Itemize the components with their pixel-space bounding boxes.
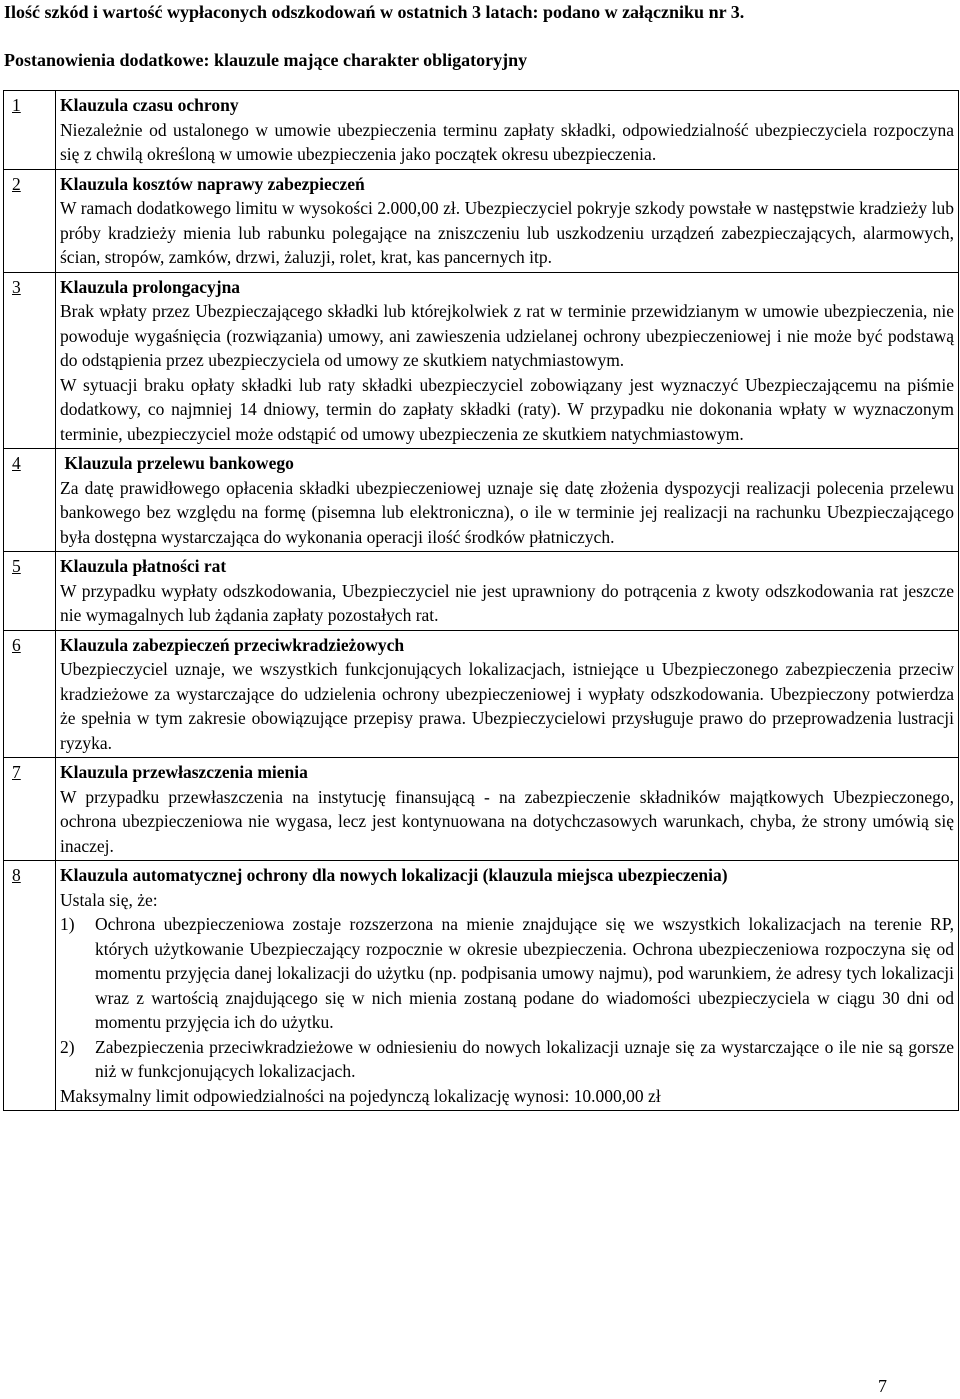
- clause-intro: Ustala się, że:: [60, 889, 158, 910]
- list-item-marker: 2): [60, 1036, 75, 1057]
- clause-title: Klauzula prolongacyjna: [60, 276, 241, 297]
- list-item: [60, 1035, 954, 1084]
- list-item-marker: 1): [60, 914, 75, 934]
- clause-title: Klauzula automatycznej ochrony dla nowych lokalizacji (klauzula miejsca ubezpieczenia): [60, 865, 728, 885]
- clause-row-7: [4, 758, 959, 861]
- clause-body: [56, 91, 959, 170]
- clause-paragraph: W ramach dodatkowego limitu w wysokości 2.000,00 zł. Ubezpieczyciel pokryje szkody powstałe w następstwie kradzieży lub próby kradzieży mienia lub rabunku polegające na zniszczeniu lub uszkodzeniu urządzeń zabezpieczających, alarmowych, ścian, stropów, zamków, drzwi, żaluzji, rolet, krat, kas pancernych itp.: [60, 198, 954, 267]
- claims-summary-line: Ilość szkód i wartość wypłaconych odszkodowań w ostatnich 3 latach: podano w załączniku nr 3.: [4, 2, 745, 22]
- clause-body: [56, 552, 959, 631]
- clause-number: 1: [4, 91, 56, 170]
- clause-footer: Maksymalny limit odpowiedzialności na pojedynczą lokalizację wynosi: 10.000,00 zł: [60, 1085, 661, 1106]
- page-number: 7: [878, 1376, 887, 1396]
- clause-row-8: [4, 861, 959, 1111]
- clause-body: [56, 861, 959, 1111]
- clause-title: Klauzula płatności rat: [60, 556, 227, 576]
- clause-body: [56, 449, 959, 552]
- clause-paragraph: Niezależnie od ustalonego w umowie ubezpieczenia terminu zapłaty składki, odpowiedzialność ubezpieczyciela rozpoczyna się z chwilą określoną w umowie ubezpieczenia jako początek okresu ubezpieczenia.: [60, 119, 954, 164]
- clause-title: Klauzula kosztów naprawy zabezpieczeń: [60, 173, 365, 194]
- additional-provisions-heading: Postanowienia dodatkowe: klauzule mające charakter obligatoryjny: [4, 50, 528, 70]
- clause-number: 8: [4, 861, 56, 1111]
- clause-item-list: [60, 912, 954, 1084]
- clause-row-2: [4, 169, 959, 272]
- clause-body: [56, 758, 959, 861]
- clause-number: 7: [4, 758, 56, 861]
- list-item-text: Ochrona ubezpieczeniowa zostaje rozszerzona na mienie znajdujące się we wszystkich lokalizacjach na terenie RP, których użytkowanie Ubezpieczający rozpocznie w okresie ubezpieczenia. Ochrona ubezpieczeniowa rozpoczyna się od momentu przyjęcia danej lokalizacji do użytku (np. podpisania umowy najmu), pod warunkiem, że adresy tych lokalizacji wraz z wartością znajdującego się w nich mienia zostaną podane do wiadomości ubezpieczyciela w ciągu 30 dni od momentu przyjęcia ich do użytku.: [95, 914, 954, 1032]
- clause-row-1: [4, 91, 959, 170]
- clause-paragraph: Za datę prawidłowego opłacenia składki ubezpieczeniowej uznaje się datę złożenia dyspozycji realizacji polecenia przelewu bankowego bez względu na formę (pisemna lub elektroniczna), o ile w terminie jej realizacji na rachunku Ubezpieczającego była dostępna wystarczająca do wykonania operacji ilość środków płatniczych.: [60, 477, 954, 547]
- clause-title: Klauzula przewłaszczenia mienia: [60, 762, 308, 782]
- clause-number: 4: [4, 449, 56, 552]
- list-item-text: Zabezpieczenia przeciwkradzieżowe w odniesieniu do nowych lokalizacji uznaje się za wystarczające o ile nie są gorsze niż w funkcjonujących lokalizacjach.: [95, 1036, 954, 1081]
- clause-body: [56, 272, 959, 449]
- clause-title: Klauzula czasu ochrony: [60, 95, 239, 115]
- clause-paragraph: W przypadku przewłaszczenia na instytucję finansującą - na zabezpieczenie składników majątkowych Ubezpieczonego, ochrona ubezpieczeniowa nie wygasa, lecz jest kontynuowana na dotychczasowych warunkach, chyba, że strony umówią się inaczej.: [60, 786, 954, 856]
- list-item: [60, 912, 954, 1035]
- clause-row-5: [4, 552, 959, 631]
- clause-body: [56, 169, 959, 272]
- clause-row-3: [4, 272, 959, 449]
- clause-paragraph: W sytuacji braku opłaty składki lub raty składki ubezpieczyciel zobowiązany jest wyznaczyć Ubezpieczającemu na piśmie dodatkowy, co najmniej 14 dniowy, termin do zapłaty składki (raty). W przypadku nie dokonania wpłaty w wyznaczonym terminie, ubezpieczyciel może odstąpić od umowy ubezpieczenia ze skutkiem natychmiastowym.: [60, 374, 954, 444]
- clause-number: 6: [4, 630, 56, 758]
- clause-paragraph: Ubezpieczyciel uznaje, we wszystkich funkcjonujących lokalizacjach, istniejące u Ubezpieczonego zabezpieczenia przeciw kradzieżowe za wystarczające do udzielenia ochrony ubezpieczeniowej i wypłaty odszkodowania. Ubezpieczony potwierdza że spełnia w tym zakresie obowiązujące przepisy prawa. Ubezpieczycielowi przysługuje prawo do przeprowadzenia lustracji ryzyka.: [60, 659, 954, 753]
- clause-row-6: [4, 630, 959, 758]
- clause-title: Klauzula przelewu bankowego: [60, 453, 294, 473]
- clause-row-4: [4, 449, 959, 552]
- clauses-table: [3, 90, 959, 1111]
- clause-title: Klauzula zabezpieczeń przeciwkradzieżowych: [60, 634, 405, 655]
- clause-body: [56, 630, 959, 758]
- clause-paragraph: W przypadku wypłaty odszkodowania, Ubezpieczyciel nie jest uprawniony do potrącenia z kwoty odszkodowania rat jeszcze nie wymagalnych lub żądania zapłaty pozostałych rat.: [60, 580, 954, 625]
- clause-number: 3: [4, 272, 56, 449]
- clause-number: 5: [4, 552, 56, 631]
- clause-number: 2: [4, 169, 56, 272]
- clause-paragraph: Brak wpłaty przez Ubezpieczającego składki lub którejkolwiek z rat w terminie przewidzianym w umowie ubezpieczenia, nie powoduje wygaśnięcia (rozwiązania) umowy, ani zawieszenia udzielanej ochrony ubezpieczeniowej i nie może być podstawą do odstąpienia przez ubezpieczyciela od umowy ze skutkiem natychmiastowym.: [60, 301, 954, 370]
